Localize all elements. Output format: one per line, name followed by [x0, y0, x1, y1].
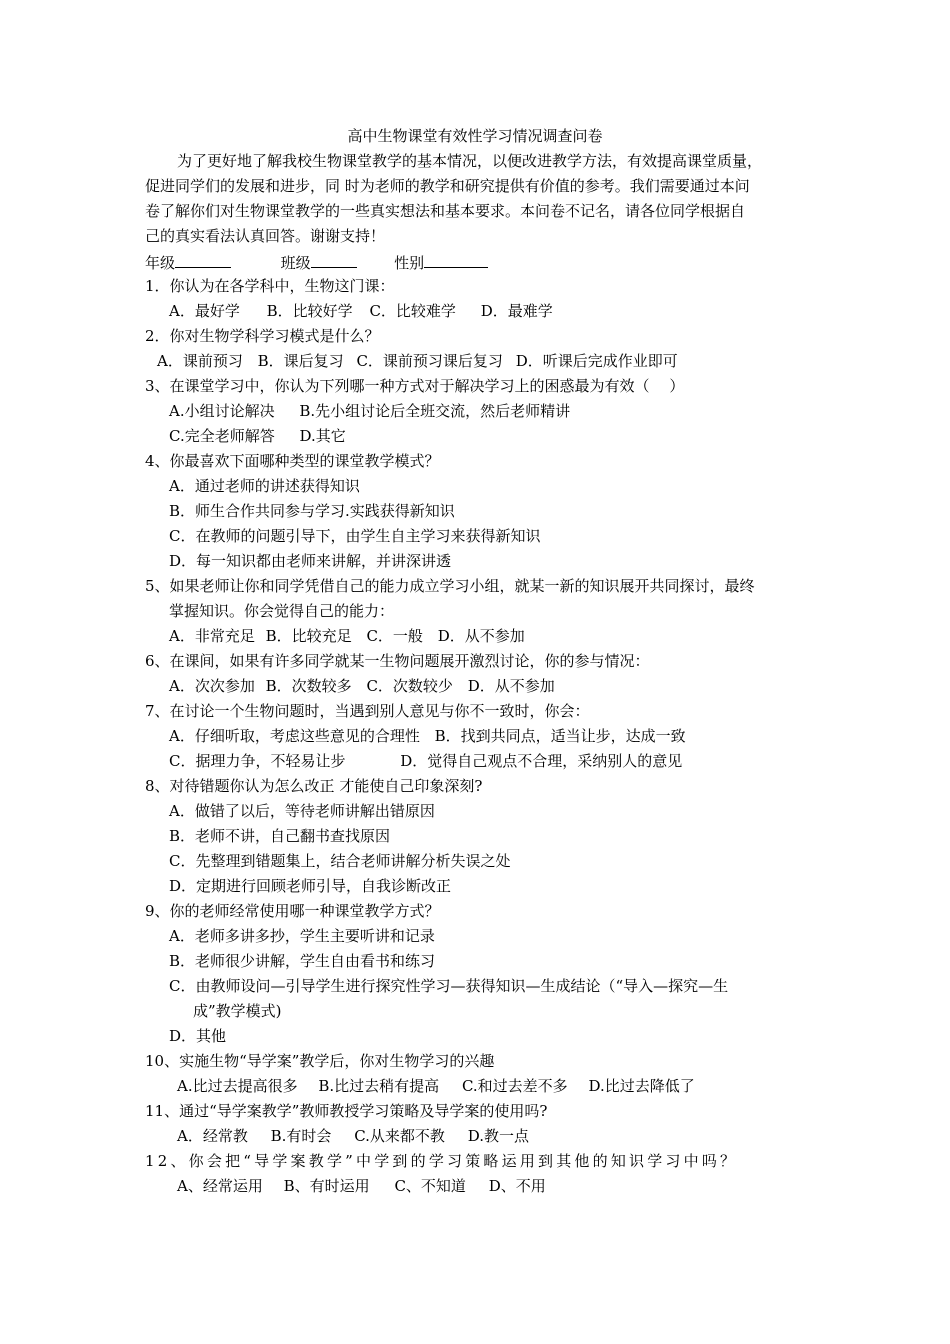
option[interactable]: A．最好学	[169, 302, 240, 320]
option[interactable]: B．师生合作共同参与学习.实践获得新知识	[169, 502, 455, 520]
option[interactable]: D．从不参加	[437, 627, 525, 645]
option[interactable]: A．做错了以后，等待老师讲解出错原因	[169, 802, 435, 820]
option[interactable]: D．其他	[169, 1027, 227, 1045]
intro-line-4: 己的真实看法认真回答。谢谢支持！	[145, 227, 386, 245]
question-11: 11、通过“导学案教学”教师教授学习策略及导学案的使用吗?	[145, 1102, 548, 1120]
question-3-options-b	[169, 424, 346, 448]
option[interactable]: D.教一点	[467, 1127, 529, 1145]
question-4: 4、你最喜欢下面哪种类型的课堂教学模式？	[145, 452, 440, 470]
option[interactable]: C.和过去差不多	[461, 1077, 568, 1095]
option[interactable]: D．听课后完成作业即可	[515, 352, 678, 370]
grade-label: 年级	[145, 254, 176, 272]
question-9: 9、你的老师经常使用哪一种课堂教学方式？	[145, 902, 440, 920]
gender-blank[interactable]	[424, 249, 488, 268]
option[interactable]: D.其它	[299, 427, 346, 445]
option[interactable]: B．比较充足	[265, 627, 352, 645]
option[interactable]: A.比过去提高很多	[177, 1077, 298, 1095]
intro-paragraph	[145, 149, 815, 249]
page-title: 高中生物课堂有效性学习情况调查问卷	[347, 127, 603, 145]
question-6-options	[169, 674, 555, 698]
option[interactable]: D．从不参加	[467, 677, 555, 695]
option[interactable]: C.完全老师解答	[169, 427, 275, 445]
option[interactable]: C．一般	[366, 627, 423, 645]
option[interactable]: C．次数较少	[366, 677, 453, 695]
option[interactable]: B．老师不讲，自己翻书查找原因	[169, 827, 391, 845]
option[interactable]: A．老师多讲多抄，学生主要听讲和记录	[169, 927, 435, 945]
option[interactable]: C．由教师设问—引导学生进行探究性学习—获得知识—生成结论（“导入—探究—生	[169, 977, 729, 995]
question-2-options	[157, 349, 678, 373]
question-10-options	[177, 1074, 695, 1098]
intro-line-2: 促进同学们的发展和进步，同 时为老师的教学和研究提供有价值的参考。我们需要通过本问	[145, 177, 750, 195]
option[interactable]: A.小组讨论解决	[169, 402, 275, 420]
question-7: 7、在讨论一个生物问题时，当遇到别人意见与你不一致时，你会：	[145, 702, 590, 720]
class-blank[interactable]	[311, 249, 357, 268]
question-3-options-a	[169, 399, 570, 423]
option[interactable]: A．经常教	[177, 1127, 248, 1145]
option[interactable]: B.先小组讨论后全班交流，然后老师精讲	[299, 402, 571, 420]
intro-line-3: 卷了解你们对生物课堂教学的一些真实想法和基本要求。本问卷不记名，请各位同学根据自	[145, 202, 746, 220]
option[interactable]: B、有时运用	[283, 1177, 370, 1195]
option[interactable]: C、不知道	[394, 1177, 466, 1195]
option[interactable]: D.比过去降低了	[588, 1077, 695, 1095]
option-continuation: 成”教学模式)	[193, 1002, 282, 1020]
question-2: 2．你对生物学科学习模式是什么？	[145, 327, 380, 345]
grade-blank[interactable]	[175, 249, 231, 268]
option[interactable]: C．课前预习课后复习	[356, 352, 503, 370]
option[interactable]: B.比过去稍有提高	[318, 1077, 440, 1095]
option[interactable]: B．找到共同点，适当让步，达成一致	[434, 727, 686, 745]
question-1-options	[169, 299, 553, 323]
option[interactable]: B．次数较多	[265, 677, 352, 695]
option[interactable]: A、经常运用	[177, 1177, 263, 1195]
option[interactable]: C.从来都不教	[354, 1127, 445, 1145]
option[interactable]: D、不用	[488, 1177, 546, 1195]
option[interactable]: A．课前预习	[157, 352, 243, 370]
question-12-options	[177, 1174, 546, 1198]
option[interactable]: C．在教师的问题引导下，由学生自主学习来获得新知识	[169, 527, 541, 545]
question-5-cont: 掌握知识。你会觉得自己的能力：	[169, 602, 395, 620]
option[interactable]: C．先整理到错题集上，结合老师讲解分析失误之处	[169, 852, 511, 870]
question-8: 8、对待错题你认为怎么改正 才能使自己印象深刻?	[145, 777, 483, 795]
student-info-row	[145, 249, 488, 275]
question-7-options-a	[169, 724, 686, 748]
option[interactable]: A．次次参加	[169, 677, 255, 695]
option[interactable]: D．最难学	[480, 302, 553, 320]
question-10: 10、实施生物“导学案”教学后，你对生物学习的兴趣	[145, 1052, 495, 1070]
option[interactable]: A．非常充足	[169, 627, 255, 645]
option[interactable]: B．比较好学	[266, 302, 353, 320]
option[interactable]: D．每一知识都由老师来讲解，并讲深讲透	[169, 552, 452, 570]
question-3: 3、在课堂学习中，你认为下列哪一种方式对于解决学习上的困惑最为有效（ ）	[145, 377, 685, 395]
option[interactable]: A．通过老师的讲述获得知识	[169, 477, 360, 495]
question-5: 5、如果老师让你和同学凭借自己的能力成立学习小组，就某一新的知识展开共同探讨，最终	[145, 577, 755, 595]
intro-line-1: 为了更好地了解我校生物课堂教学的基本情况，以便改进教学方法，有效提高课堂质量，	[177, 152, 763, 170]
option[interactable]: A．仔细听取，考虑这些意见的合理性	[169, 727, 420, 745]
option[interactable]: C．比较难学	[369, 302, 456, 320]
option[interactable]: B．课后复习	[257, 352, 344, 370]
question-1: 1．你认为在各学科中，生物这门课：	[145, 277, 395, 295]
option[interactable]: D．觉得自己观点不合理，采纳别人的意见	[400, 752, 683, 770]
option[interactable]: D．定期进行回顾老师引导，自我诊断改正	[169, 877, 452, 895]
class-label: 班级	[280, 254, 311, 272]
option[interactable]: B．老师很少讲解，学生自由看书和练习	[169, 952, 436, 970]
gender-label: 性别	[394, 254, 425, 272]
question-12: 12、你会把“导学案教学”中学到的学习策略运用到其他的知识学习中吗？	[145, 1152, 739, 1170]
question-6: 6、在课间，如果有许多同学就某一生物问题展开激烈讨论，你的参与情况：	[145, 652, 650, 670]
question-11-options	[177, 1124, 529, 1148]
question-7-options-b	[169, 749, 682, 773]
option[interactable]: B.有时会	[270, 1127, 332, 1145]
option[interactable]: C．据理力争，不轻易让步	[169, 752, 346, 770]
question-5-options	[169, 624, 525, 648]
